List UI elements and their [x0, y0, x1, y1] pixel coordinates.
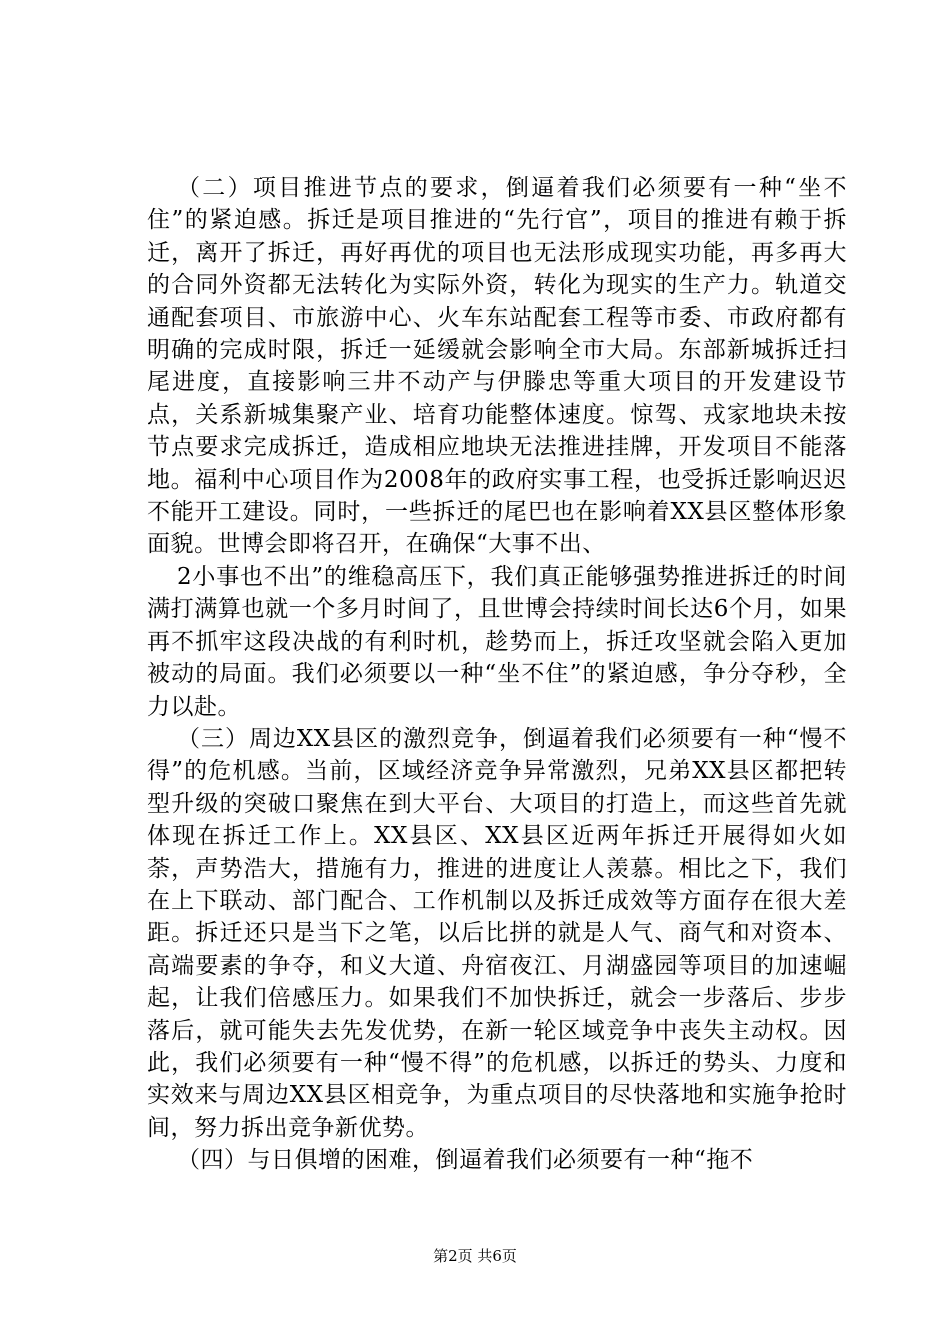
paragraph-continuation: 2小事也不出”的维稳高压下，我们真正能够强势推进拆迁的时间满打满算也就一个多月时间了，且世博会持续时间长达6个月，如果再不抓牢这段决战的有利时机，趁势而上，拆迁攻坚就会陷入更加被动的局面。我们必须要以一种“坐不住”的紧迫感，争分夺秒，全力以赴。 [147, 563, 847, 720]
document-body [147, 172, 847, 1177]
paragraph-section-4: （四）与日俱增的困难，倒逼着我们必须要有一种“拖不 [177, 1147, 754, 1174]
paragraph-section-3: （三）周边XX县区的激烈竞争，倒逼着我们必须要有一种“慢不得”的危机感。当前，区域经济竞争异常激烈，兄弟XX县区都把转型升级的突破口聚焦在到大平台、大项目的打造上，而这些首先就体现在拆迁工作上。XX县区、XX县区近两年拆迁开展得如火如荼，声势浩大，措施有力，推进的进度让人羡慕。相比之下，我们在上下联动、部门配合、工作机制以及拆迁成效等方面存在很大差距。拆迁还只是当下之笔，以后比拼的就是人气、商气和对资本、高端要素的争夺，和义大道、舟宿夜江、月湖盛园等项目的加速崛起，让我们倍感压力。如果我们不加快拆迁，就会一步落后、步步落后，就可能失去先发优势，在新一轮区域竞争中丧失主动权。因此，我们必须要有一种“慢不得”的危机感，以拆迁的势头、力度和实效来与周边XX县区相竞争，为重点项目的尽快落地和实施争抢时间，努力拆出竞争新优势。 [147, 725, 847, 1141]
paragraph-section-2: （二）项目推进节点的要求，倒逼着我们必须要有一种“坐不住”的紧迫感。拆迁是项目推进的“先行官”，项目的推进有赖于拆迁，离开了拆迁，再好再优的项目也无法形成现实功能，再多再大的合同外资都无法转化为实际外资，转化为现实的生产力。轨道交通配套项目、市旅游中心、火车东站配套工程等市委、市政府都有明确的完成时限，拆迁一延缓就会影响全市大局。东部新城拆迁扫尾进度，直接影响三井不动产与伊滕忠等重大项目的开发建设节点，关系新城集聚产业、培育功能整体速度。惊驾、戎家地块未按节点要求完成拆迁，造成相应地块无法推进挂牌，开发项目不能落地。福利中心项目作为2008年的政府实事工程，也受拆迁影响迟迟不能开工建设。同时，一些拆迁的尾巴也在影响着XX县区整体形象面貌。世博会即将召开，在确保“大事不出、 [147, 175, 847, 558]
page-number-footer: 第2页 共6页 [433, 1247, 517, 1265]
